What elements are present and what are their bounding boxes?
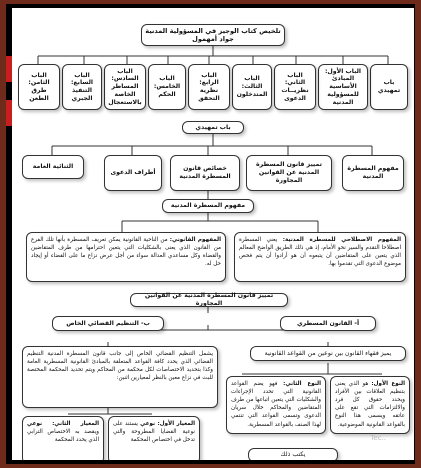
criterion-1: [108, 416, 200, 460]
concept-heading: مفهوم المسطرة المدنية: [162, 199, 254, 213]
intro-chapter-node: باب تمهيدي: [182, 121, 244, 134]
chapter-6: الباب السادس: المساطر الخاصة بالاستعجال: [104, 64, 146, 110]
rule-type-2: [226, 376, 326, 434]
definition-terminological-body: يعني المسطرة اصطلاحا التقدم والسير نحو الأمام، إذ هي ذلك الطريق الواضح المعالم الذي يتعين على المتقاضين أن يتبعوه أن هو أرادوا أن يتم فحص موضوع الدعوى التي تقدموا بها.: [239, 237, 401, 268]
definition-legal-body: من الناحية القانونية يمكن تعريف المسطرة بأنها تلك الفرع من القانون الذي يعنى بالشكليات التي يتعين احترامها من طرف المتقاضين والقضاة وكل مساعدي العدالة سواء من أجل عرض نزاع ما على القضاء أو إيجاد حل له.: [31, 237, 221, 268]
section-concept: مفهوم المسطرة المدنية: [342, 155, 404, 191]
definition-legal-title: المفهوم القانوني:: [169, 237, 221, 243]
chapter-2: الباب الثاني: نظريــات الدعوى: [274, 64, 316, 110]
criterion-2-body: ويقصد به الاختصاص الترابي الذي يحدد المحكمة: [27, 429, 99, 444]
rule-type-2-body: فهو يضم القواعد القانونية التي تحدد الإجراءات والشكليات التي يتعين اتباعها من طرف المتقاضين والمحاكم خلال سريان الدعوى وتسمى القواعد التي تنتمي لهذا الصنف بالقواعد المسطرية.: [231, 381, 321, 428]
judicial-organization-body: يشمل التنظيم القضائي الخاص إلى جانب قانون المسطرة المدنية التنظيم القضائي الذي يحدد كافة القواعد المتعلقة بالمبادئ القانونية المسطرية العامة وكذا بتحديد الاختصاصات لكل محكمة من المحاكم ويتم تحديد المحكمة المختصة للبث في نزاع معين بالنظر لمعيارين اثنين:: [22, 346, 218, 408]
rule-type-1: [330, 376, 410, 434]
criterion-1-title: المعيار الأول: نوعي: [140, 421, 195, 427]
branch-procedural-law: أ- القانون المسطري: [280, 316, 376, 331]
image-frame: [6, 4, 415, 464]
mindmap-canvas: [12, 8, 414, 460]
chapter-5: الباب الخامس: الحكم: [148, 64, 186, 110]
chapter-3: الباب الثالث: المتدخلون: [232, 64, 272, 110]
partial-bottom-box: يكتب ذلك: [248, 448, 338, 460]
section-duality: الثنائية العامة: [22, 155, 84, 179]
distinction-heading: تمييز قانون المسطرة المدنية عن القوانين المجاورة: [130, 293, 288, 307]
section-features: خصائص قانون المسطرة المدنية: [170, 155, 240, 191]
map-title: تلخيص كتاب الوجيز في المسؤولية المدنية جواد أمهمول: [141, 24, 285, 46]
section-parties: أطراف الدعوى: [104, 155, 162, 191]
criterion-2-title: المعيار الثاني: نوعي: [27, 421, 99, 427]
criterion-1-body: يستند على نوعية القضايا المطروحة والتي تدخل في اختصاص المحكمة: [113, 421, 195, 444]
watermark-text: Tec..: [370, 434, 386, 442]
rule-type-1-body: هو الذي يعنى بتنظيم العلاقات بين الأفراد ويحدد حقوق كل فرد والالتزامات التي تقع على عاتقه ويسمى هذا النوع بالقواعد القانونية الموضوعية.: [335, 381, 405, 428]
branch-procedural-note: يميز فقهاء القانون بين نوعين من القواعد القانونية: [250, 346, 406, 361]
chapter-1: الباب الأول: المبادئ الأساسية للمسؤولية المدنية: [318, 64, 368, 110]
chapter-8: الباب الثامن: طرق الطعن: [18, 64, 60, 110]
section-distinction: تمييز قانون المسطرة المدنية عن القوانين المجاورة: [246, 155, 332, 191]
rule-type-2-title: النوع الثاني:: [283, 381, 321, 387]
definition-terminological: [234, 232, 406, 282]
chapter-7: الباب السابع: التنفيذ الجبري: [62, 64, 102, 110]
rule-type-1-title: النوع الأول:: [371, 381, 406, 387]
criterion-2: [22, 416, 104, 460]
branch-judicial-organization: ب- التنظيم القضائي الخاص: [52, 316, 164, 331]
chapter-intro: باب تمهيدي: [370, 64, 408, 110]
definition-terminological-title: المفهوم الاصطلاحي للمسطرة المدنية:: [282, 237, 401, 243]
chapter-4: الباب الرابع: نظرية التحقق: [188, 64, 230, 110]
definition-legal: [26, 232, 226, 282]
